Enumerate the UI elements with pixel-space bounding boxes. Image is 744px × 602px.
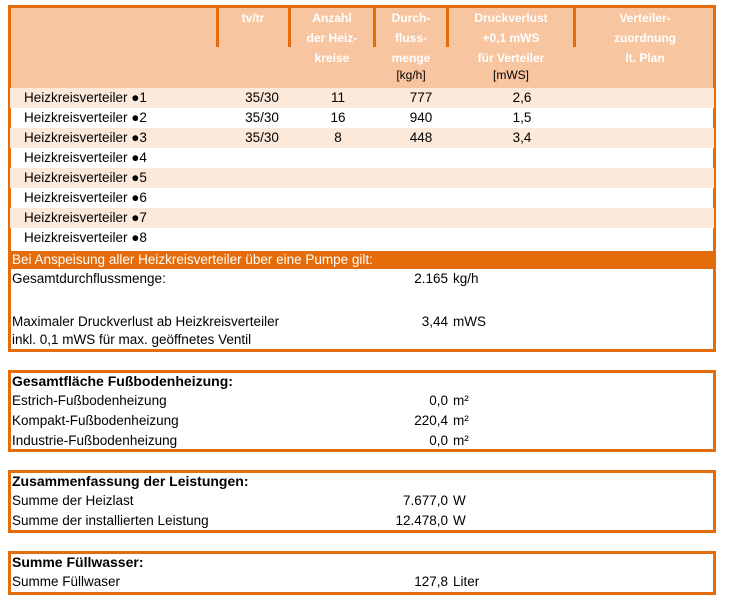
header-verteiler: Verteiler- zuordnung lt. Plan xyxy=(614,11,676,65)
total-flow-value: 2.165 xyxy=(414,271,448,286)
header-druckverlust: Druckverlust +0,1 mWS für Verteiler [mWS] xyxy=(474,11,548,82)
floor-item-value: 0,0 xyxy=(429,433,448,448)
table-row: Heizkreisverteiler ●6 xyxy=(24,190,147,205)
table-row: Heizkreisverteiler ●5 xyxy=(10,168,714,188)
header-tvtr: tv/tr xyxy=(241,11,265,25)
pump-banner: Bei Anspeisung aller Heizkreisverteiler über eine Pumpe gilt: xyxy=(8,251,716,269)
max-loss-unit: mWS xyxy=(453,314,486,329)
max-loss-label-2: inkl. 0,1 mWS für max. geöffnetes Ventil xyxy=(12,332,252,347)
table-row: Heizkreisverteiler ●3 35/30 8 448 3,4 xyxy=(10,128,714,148)
floor-item-value: 0,0 xyxy=(429,393,448,408)
floor-item-label: Industrie-Fußbodenheizung xyxy=(12,433,178,448)
table-row: Heizkreisverteiler ●2 35/30 16 940 1,5 xyxy=(24,110,532,125)
max-loss-label-1: Maximaler Druckverlust ab Heizkreisverteiler xyxy=(12,314,280,329)
summary-item-unit: W xyxy=(453,493,466,508)
floor-item-unit: m² xyxy=(453,433,469,448)
summary-item-label: Summe der Heizlast xyxy=(12,493,134,508)
summary-item-unit: W xyxy=(453,513,466,528)
summary-item-value: 7.677,0 xyxy=(402,493,448,508)
table-row: Heizkreisverteiler ●1 35/30 11 777 2,6 xyxy=(10,88,714,108)
floor-item-unit: m² xyxy=(453,393,469,408)
floor-item-unit: m² xyxy=(453,413,469,428)
floor-item-label: Estrich-Fußbodenheizung xyxy=(12,393,167,408)
table-row: Heizkreisverteiler ●7 xyxy=(10,208,714,228)
total-flow-unit: kg/h xyxy=(453,271,479,286)
header-durchfluss: Durch- fluss- menge [kg/h] xyxy=(391,11,431,82)
water-item-unit: Liter xyxy=(453,574,480,589)
table-row: Heizkreisverteiler ●4 xyxy=(24,150,147,165)
floor-heating-title: Gesamtfläche Fußbodenheizung: xyxy=(12,373,233,389)
total-flow-label: Gesamtdurchflussmenge: xyxy=(12,271,166,286)
summary-item-label: Summe der installierten Leistung xyxy=(12,513,209,528)
water-title: Summe Füllwasser: xyxy=(12,554,144,570)
water-item-value: 127,8 xyxy=(414,574,448,589)
floor-item-value: 220,4 xyxy=(414,413,448,428)
table-row: Heizkreisverteiler ●8 xyxy=(24,230,147,245)
max-loss-value: 3,44 xyxy=(421,314,448,329)
summary-title: Zusammenfassung der Leistungen: xyxy=(12,473,249,489)
water-item-label: Summe Füllwaser xyxy=(12,574,121,589)
floor-item-label: Kompakt-Fußbodenheizung xyxy=(12,413,179,428)
summary-item-value: 12.478,0 xyxy=(395,513,448,528)
header-anzahl: Anzahl der Heiz- kreise xyxy=(306,11,358,65)
